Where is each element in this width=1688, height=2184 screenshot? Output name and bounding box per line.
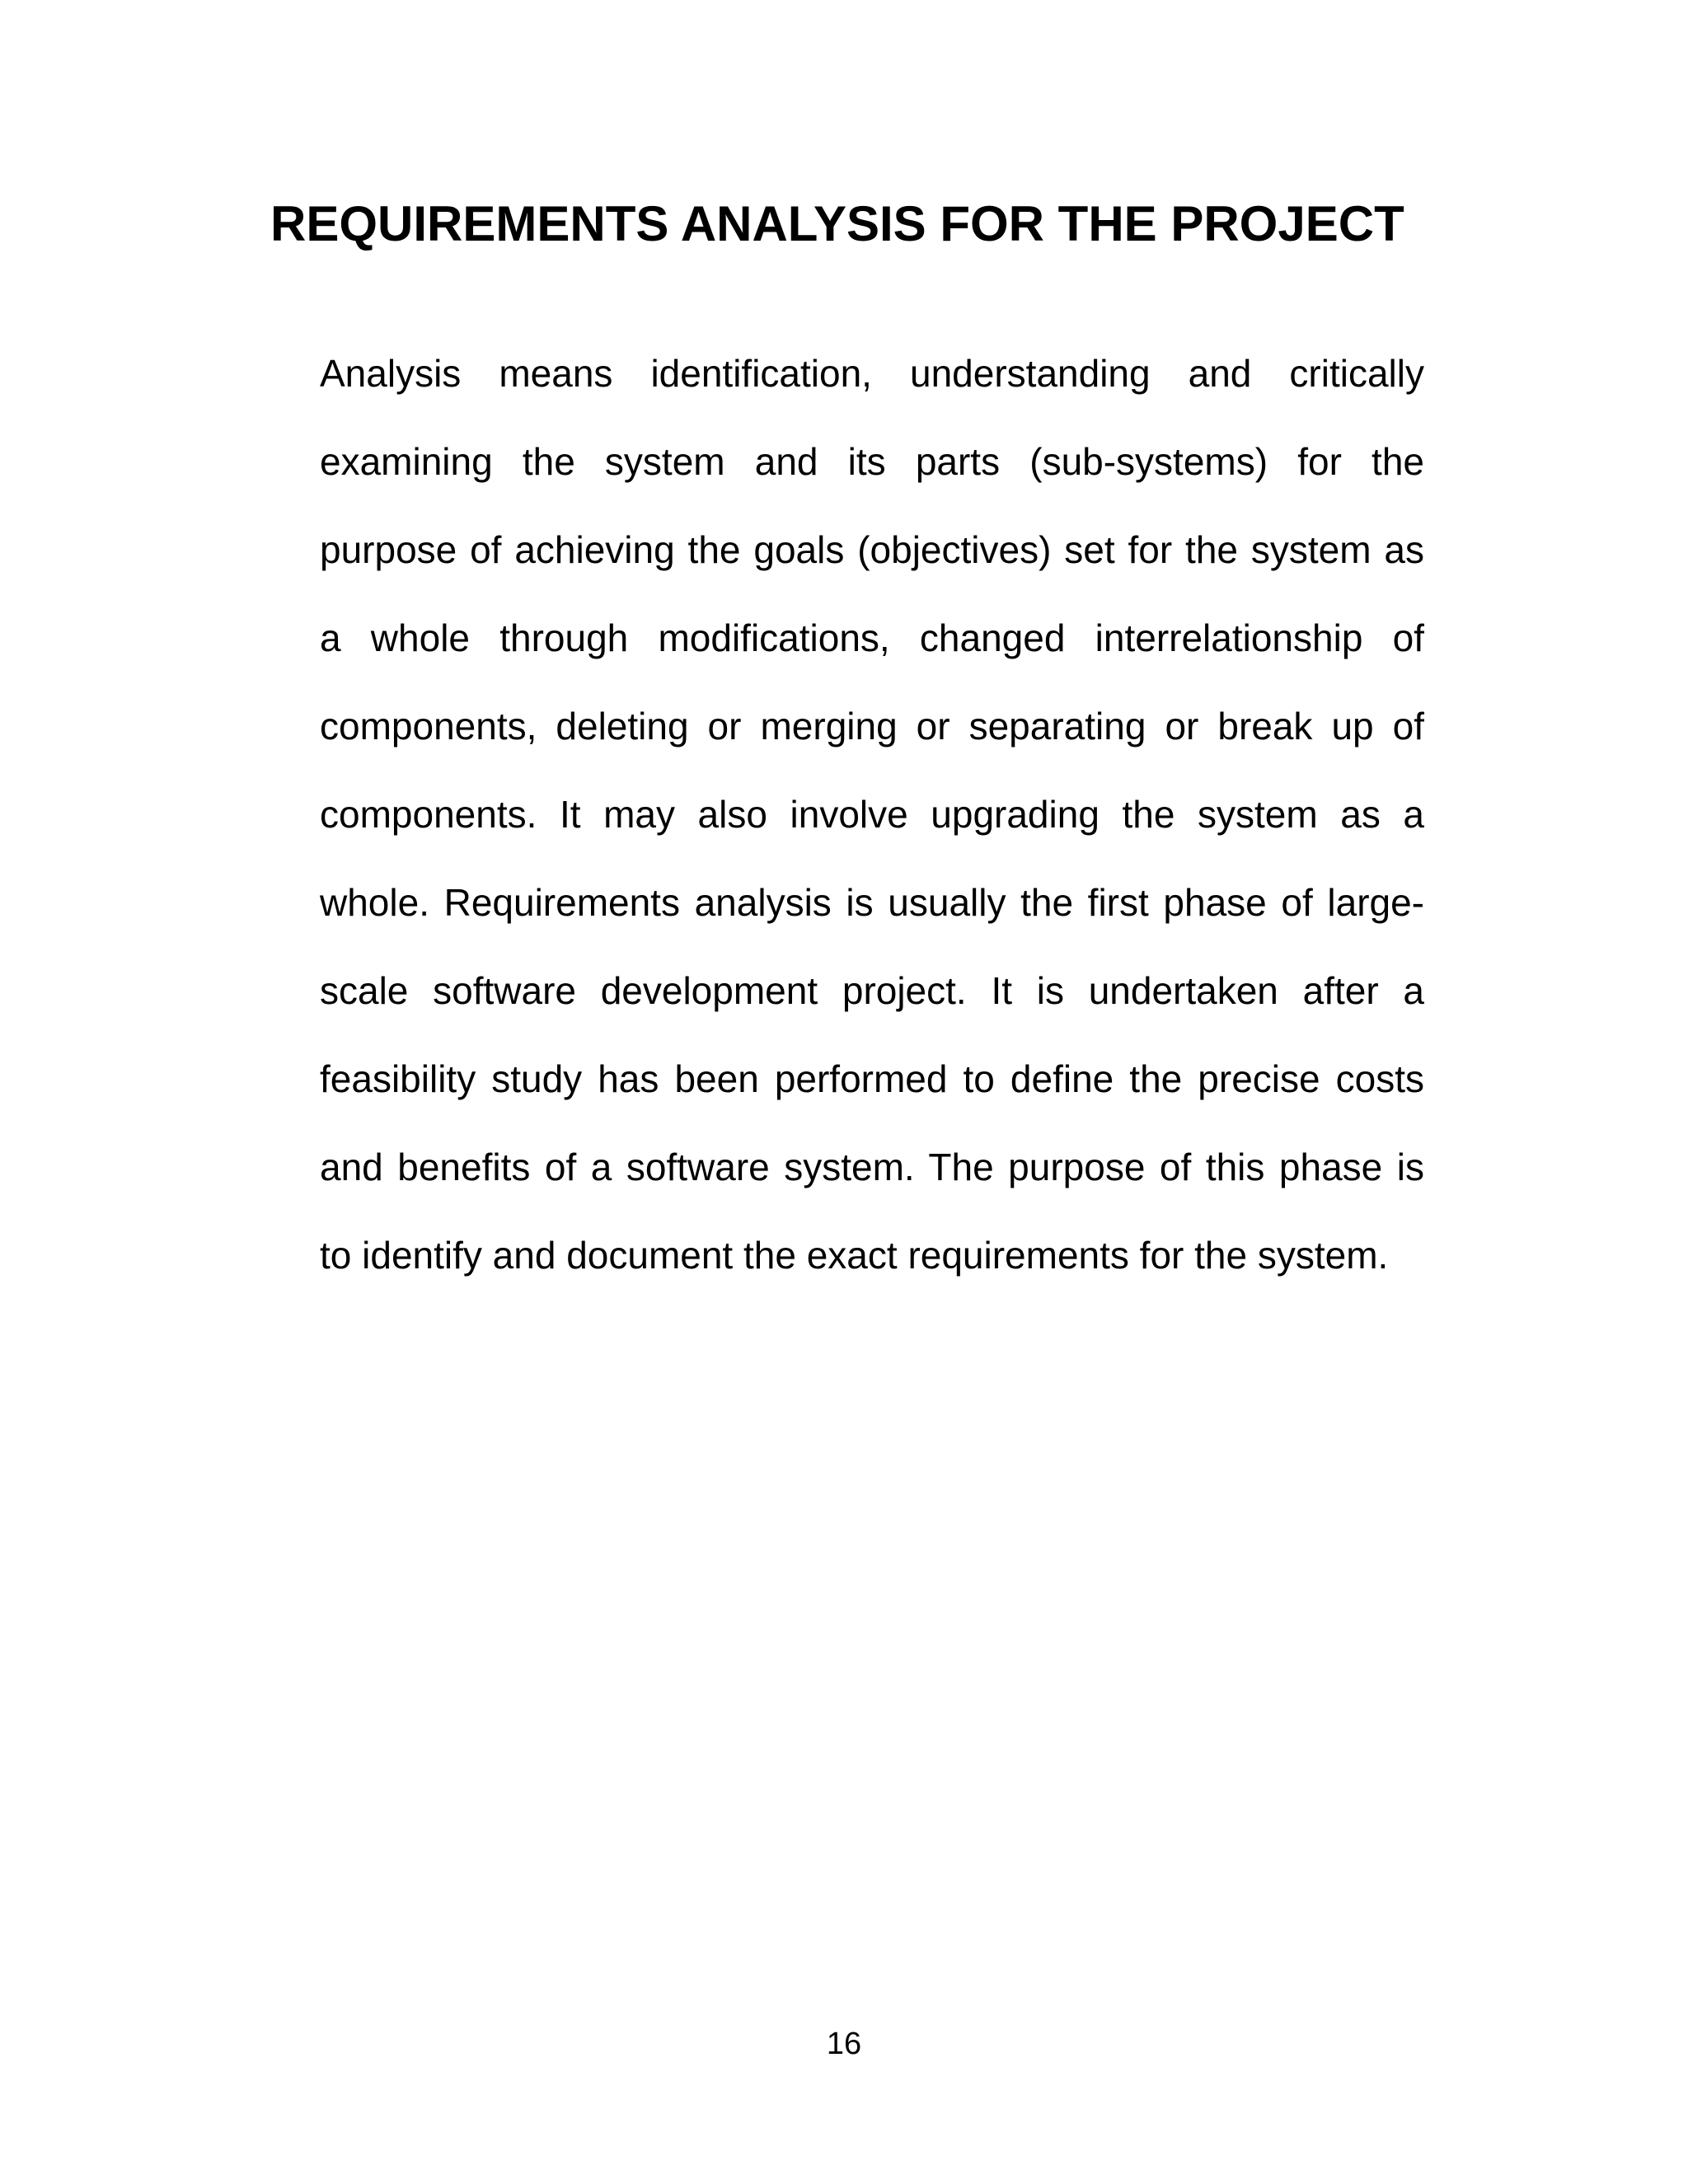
paragraph-line: examining the system and its parts (sub-systems) for the [320,440,1424,483]
paragraph-line: Analysis means identification, understanding and critically [320,352,1424,395]
paragraph-line: whole. Requirements analysis is usually the first phase of large- [320,881,1424,924]
paragraph-line: components, deleting or merging or separating or break up of [320,705,1424,748]
paragraph-line: a whole through modifications, changed interrelationship of [320,616,1424,659]
paragraph-line: to identify and document the exact requirements for the system. [320,1234,1389,1277]
paragraph-line: scale software development project. It is undertaken after a [320,969,1424,1012]
paragraph-line: feasibility study has been performed to define the precise costs [320,1057,1424,1100]
body-paragraph [320,330,1424,1300]
page-number: 16 [826,2027,862,2061]
page-title: REQUIREMENTS ANALYSIS FOR THE PROJECT [270,196,1404,251]
paragraph-line: purpose of achieving the goals (objectives) set for the system as [320,528,1424,571]
paragraph-line: and benefits of a software system. The purpose of this phase is [320,1146,1424,1188]
paragraph-line: components. It may also involve upgrading the system as a [320,793,1424,836]
